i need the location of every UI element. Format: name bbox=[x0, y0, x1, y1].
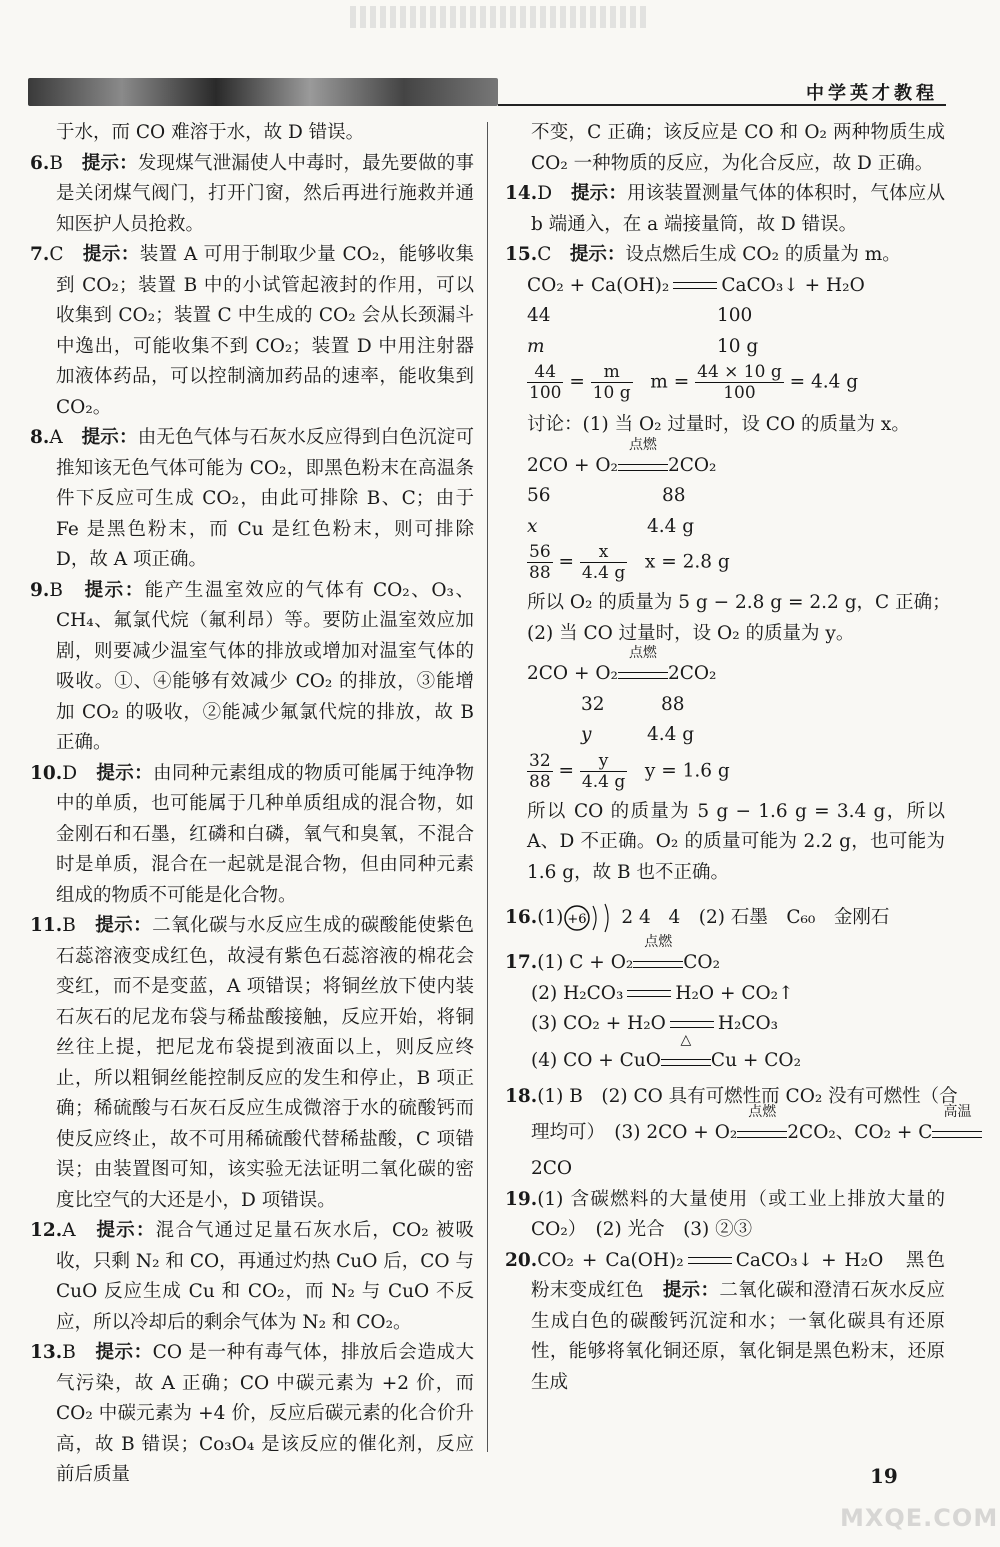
mass-line: x 4.4 g bbox=[527, 515, 695, 537]
answer-15: 15.C 提示：设点燃后生成 CO₂ 的质量为 m。 bbox=[505, 244, 901, 265]
discussion-2: (2) 当 CO 过量时，设 O₂ 的质量为 y。 bbox=[527, 622, 855, 644]
page-number: 19 bbox=[870, 1464, 898, 1488]
answer-20: 20.CO₂ + Ca(OH)₂ CaCO₃↓ + H₂O 黑色粉末变成红色 提示：二氧化碳和澄清石灰水反应生成白色的碳酸钙沉淀和水；一氧化碳具有还原性，能够将氧化铜还原，氧化铜是黑色粉末，还原生成 bbox=[505, 1249, 945, 1393]
mass-line: 44 100 bbox=[527, 305, 753, 326]
ratio-line: $\frac{32}{88}$ = $\frac{y}{4.4 g}$ y = 1.6 g bbox=[529, 750, 730, 792]
right-column bbox=[505, 118, 972, 1398]
watermark-logo: MXQE.COM bbox=[840, 1504, 999, 1532]
answer-8: 8.A 提示：由无色气体与石灰水反应得到白色沉淀可推知该无色气体可能为 CO₂，即黑色粉末在高温条件下反应可生成 CO₂，由此可排除 B、C；由于 Fe 是黑色粉末，而 Cu 是红色粉末，则可排除 D，故 A 项正确。 bbox=[30, 427, 474, 570]
left-column bbox=[30, 118, 474, 1491]
top-decoration bbox=[350, 6, 650, 28]
mass-line: m 10 g bbox=[527, 335, 759, 357]
answer-11: 11.B 提示：二氧化碳与水反应生成的碳酸能使紫色石蕊溶液变成红色，故浸有紫色石蕊溶液的棉花会变红，而不是变蓝，A 项错误；将铜丝放下使内装石灰石的尼龙布袋与稀盐酸接触，反应开始，将铜丝往上提，把尼龙布袋提到液面以上，则反应终止，所以粗铜丝能控制反应的发生和停止，B 项正确；稀硫酸与石灰石反应生成微溶于水的硫酸钙而使反应终止，故不可用稀硫酸代替稀盐酸，C 项错误；由装置图可知，该实验无法证明二氧化碳的密度比空气的大还是小，D 项错误。 bbox=[30, 915, 474, 1211]
answer-19: 19.(1) 含碳燃料的大量使用（或工业上排放大量的 CO₂） (2) 光合 (3) ②③ bbox=[505, 1188, 945, 1240]
answer-13: 13.B 提示：CO 是一种有毒气体，排放后会造成大气污染，故 A 正确；CO 中碳元素为 +2 价，而 CO₂ 中碳元素为 +4 价，反应后碳元素的化合价升高，故 B 错误；Co₃O₄ 是该反应的催化剂，反应前后质量 bbox=[30, 1342, 474, 1485]
result-paragraph: 所以 CO 的质量为 5 g − 1.6 g = 3.4 g，所以 A、D 不正确。O₂ 的质量可能为 2.2 g，也可能为 1.6 g，故 B 也不正确。 bbox=[527, 800, 945, 883]
answer-13-continuation: 不变，C 正确；该反应是 CO 和 O₂ 两种物质生成 CO₂ 一种物质的反应，为化合反应，故 D 正确。 bbox=[531, 122, 945, 174]
answer-continuation: 于水，而 CO 难溶于水，故 D 错误。 bbox=[56, 122, 365, 143]
header-banner-image bbox=[28, 78, 498, 106]
discussion-1: 讨论：(1) 当 O₂ 过量时，设 CO 的质量为 x。 bbox=[527, 414, 910, 435]
answer-6: 6.B 提示：发现煤气泄漏使人中毒时，最先要做的事是关闭煤气阀门，打开门窗，然后再进行施救并通知医护人员抢救。 bbox=[30, 152, 474, 235]
mass-line: y 4.4 g bbox=[581, 724, 695, 745]
answer-12: 12.A 提示：混合气通过足量石灰水后，CO₂ 被吸收，只剩 N₂ 和 CO，再通过灼热 CuO 后，CO 与 CuO 反应生成 Cu 和 CO₂，而 N₂ 与 CuO 不反应，所以冷却后的剩余气体为 N₂ 和 CO₂。 bbox=[30, 1220, 474, 1333]
answer-7: 7.C 提示：装置 A 可用于制取少量 CO₂，能够收集到 CO₂；装置 B 中的小试管起液封的作用，可以收集到 CO₂；装置 C 中生成的 CO₂ 会从长颈漏斗中逸出，可能收集不到 CO₂；装置 D 中用注射器加液体药品，可以控制滴加药品的速率，能收集到 CO₂。 bbox=[30, 244, 474, 418]
answer-18: 18.(1) B (2) CO 具有可燃性而 CO₂ 没有可燃性（合 理均可） (3) 2CO + O₂ 点燃 2CO₂、CO₂ + C 高温 2CO bbox=[505, 1082, 945, 1185]
mass-line: 56 88 bbox=[527, 485, 686, 506]
ratio-line: $\frac{56}{88}$ = $\frac{x}{4.4 g}$ x = 2.8 g bbox=[529, 542, 730, 583]
header-title: 中学英才教程 bbox=[806, 83, 938, 104]
answer-17: 17.(1) C + O₂ 点燃 CO₂ (2) H₂CO₃ H₂O + CO₂↑ (3) CO₂ + H₂O H₂CO₃ (4) CO + CuO △ Cu + CO₂ bbox=[505, 934, 801, 1071]
answer-14: 14.D 提示：用该装置测量气体的体积时，气体应从 b 端通入，在 a 端接量筒，故 D 错误。 bbox=[505, 183, 945, 235]
mass-line: 32 88 bbox=[581, 693, 685, 715]
column-divider bbox=[487, 122, 488, 1452]
equation-line: 2CO + O₂ 点燃 2CO₂ bbox=[527, 436, 717, 476]
svg-text:+6: +6 bbox=[567, 912, 587, 927]
equation-line: 2CO + O₂ 点燃 2CO₂ bbox=[527, 645, 717, 684]
answer-10: 10.D 提示：由同种元素组成的物质可能属于纯净物中的单质，也可能属于几种单质组成的混合物，如金刚石和石墨，红磷和白磷，氧气和臭氧，不混合时是单质，混合在一起就是混合物，但由同种元素组成的物质不可能是化合物。 bbox=[30, 762, 474, 906]
atom-structure-diagram bbox=[563, 901, 621, 935]
ratio-line: $\frac{44}{100}$ = $\frac{m}{10 g}$ m = $\frac{44 \times 10 g}{100}$ = 4.4 g bbox=[529, 362, 859, 403]
answer-16: 16.(1) +6 2 4 4 (2) 石墨 C₆₀ 金刚石 bbox=[505, 898, 945, 938]
solution-15 bbox=[505, 271, 951, 889]
result-line: 所以 O₂ 的质量为 5 g − 2.8 g = 2.2 g，C 正确； bbox=[527, 592, 951, 613]
equation-line: CO₂ + Ca(OH)₂ CaCO₃↓ + H₂O bbox=[527, 274, 865, 296]
answer-9: 9.B 提示：能产生温室效应的气体有 CO₂、O₃、CH₄、氟氯代烷（氟利昂）等。要防止温室效应加剧，则要减少温室气体的排放或增加对温室气体的吸收。①、④能够有效减少 CO₂ 的排放，③能增加 CO₂ 的吸收，②能减少氟氯代烷的排放，故 B 正确。 bbox=[30, 579, 474, 753]
